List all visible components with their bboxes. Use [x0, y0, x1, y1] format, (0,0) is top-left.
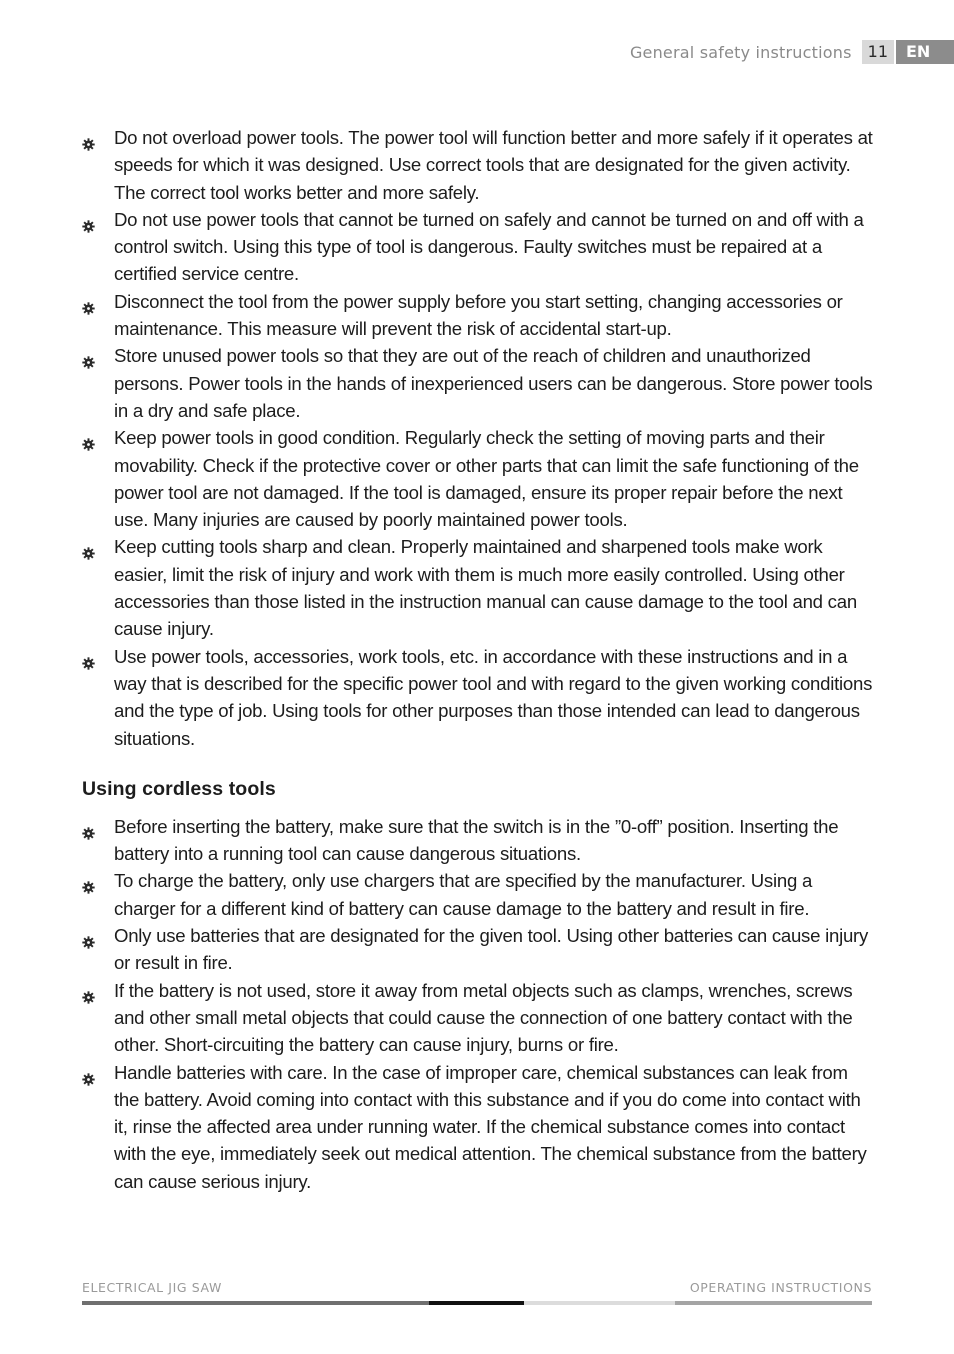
gear-bullet-icon: [82, 1066, 95, 1079]
footer-product-name: ELECTRICAL JIG SAW: [82, 1280, 222, 1295]
list-item: [82, 922, 874, 977]
list-item: [82, 643, 874, 752]
page-header: [630, 40, 954, 64]
list-item-text: Store unused power tools so that they are out of the reach of children and unauthorized persons. Power tools in the hands of inexperienced users can be dangerous. Store power tools in a dry and safe place.: [114, 345, 873, 421]
gear-bullet-icon: [82, 540, 95, 553]
gear-bullet-icon: [82, 131, 95, 144]
safety-list: [82, 124, 874, 752]
gear-bullet-icon: [82, 874, 95, 887]
gear-bullet-icon: [82, 349, 95, 362]
footer-divider-bar: [82, 1301, 872, 1305]
list-item: [82, 533, 874, 642]
gear-bullet-icon: [82, 431, 95, 444]
list-item: [82, 424, 874, 533]
footer-bar-segment: [675, 1301, 872, 1305]
gear-bullet-icon: [82, 820, 95, 833]
gear-bullet-icon: [82, 929, 95, 942]
gear-bullet-icon: [82, 650, 95, 663]
footer-bar-segment: [82, 1301, 429, 1305]
list-item-text: Disconnect the tool from the power supply before you start setting, changing accessories or maintenance. This measure will prevent the risk of accidental start-up.: [114, 290, 843, 340]
list-item: [82, 124, 874, 206]
section-heading: Using cordless tools: [82, 777, 276, 800]
list-item-text: To charge the battery, only use chargers that are specified by the manufacturer. Using a charger for a different kind of battery can cause damage to the battery and result in fire.: [114, 870, 813, 919]
list-item: [82, 813, 874, 868]
list-item-text: Do not use power tools that cannot be turned on safely and cannot be turned on and off with a control switch. Using this type of tool is dangerous. Faulty switches must be repaired at a certified service centre.: [114, 208, 864, 285]
list-item: [82, 342, 874, 424]
list-item: [82, 206, 874, 288]
gear-bullet-icon: [82, 984, 95, 997]
list-item-text: Handle batteries with care. In the case of improper care, chemical substances can leak from the battery. Avoid coming into contact with this substance and if you do come into contact with it, rinse the affected area under running water. If the chemical substance comes into contact with the eye, immediately seek out medical attention. The chemical substance from the battery can cause serious injury.: [114, 1061, 867, 1192]
gear-bullet-icon: [82, 213, 95, 226]
list-item-text: Only use batteries that are designated for the given tool. Using other batteries can cause injury or result in fire.: [114, 925, 869, 974]
list-item-text: Keep cutting tools sharp and clean. Properly maintained and sharpened tools make work easier, limit the risk of injury and work with them is much more easily controlled. Using other accessories than those listed in the instruction manual can cause damage to the tool and can cause injury.: [114, 536, 857, 640]
footer-document-type: OPERATING INSTRUCTIONS: [689, 1280, 872, 1295]
list-item-text: Keep power tools in good condition. Regularly check the setting of moving parts and their movability. Check if the protective cover or other parts that can limit the safe functioning of the power tool are not damaged. If the tool is damaged, ensure its proper repair before the next use. Many injuries are caused by poorly maintained power tools.: [114, 427, 859, 531]
footer-bar-segment: [429, 1301, 524, 1305]
language-tag: EN: [896, 40, 954, 64]
gear-bullet-icon: [82, 295, 95, 308]
list-item: [82, 867, 874, 922]
list-item: [82, 288, 874, 343]
list-item-text: If the battery is not used, store it away from metal objects such as clamps, wrenches, screws and other small metal objects that could cause the connection of one battery contact with the other. Short-circuiting the battery can cause injury, burns or fire.: [114, 979, 853, 1056]
header-section-title: General safety instructions: [629, 42, 852, 62]
footer-bar-segment: [524, 1301, 675, 1305]
cordless-list: [82, 813, 874, 1195]
list-item: [82, 1059, 874, 1195]
list-item-text: Use power tools, accessories, work tools, etc. in accordance with these instructions and in a way that is described for the specific power tool and with regard to the given working conditions and the type of job. Using tools for other purposes than those intended can lead to dangerous situations.: [114, 645, 873, 749]
list-item-text: Do not overload power tools. The power tool will function better and more safely if it operates at speeds for which it was designed. Use correct tools that are designated for the given activity. The correct tool works better and more safely.: [114, 127, 873, 203]
list-item-text: Before inserting the battery, make sure that the switch is in the ”0-off” position. Inserting the battery into a running tool can cause dangerous situations.: [114, 815, 839, 865]
list-item: [82, 977, 874, 1059]
main-content: [82, 124, 874, 1195]
page-number: 11: [862, 40, 894, 64]
